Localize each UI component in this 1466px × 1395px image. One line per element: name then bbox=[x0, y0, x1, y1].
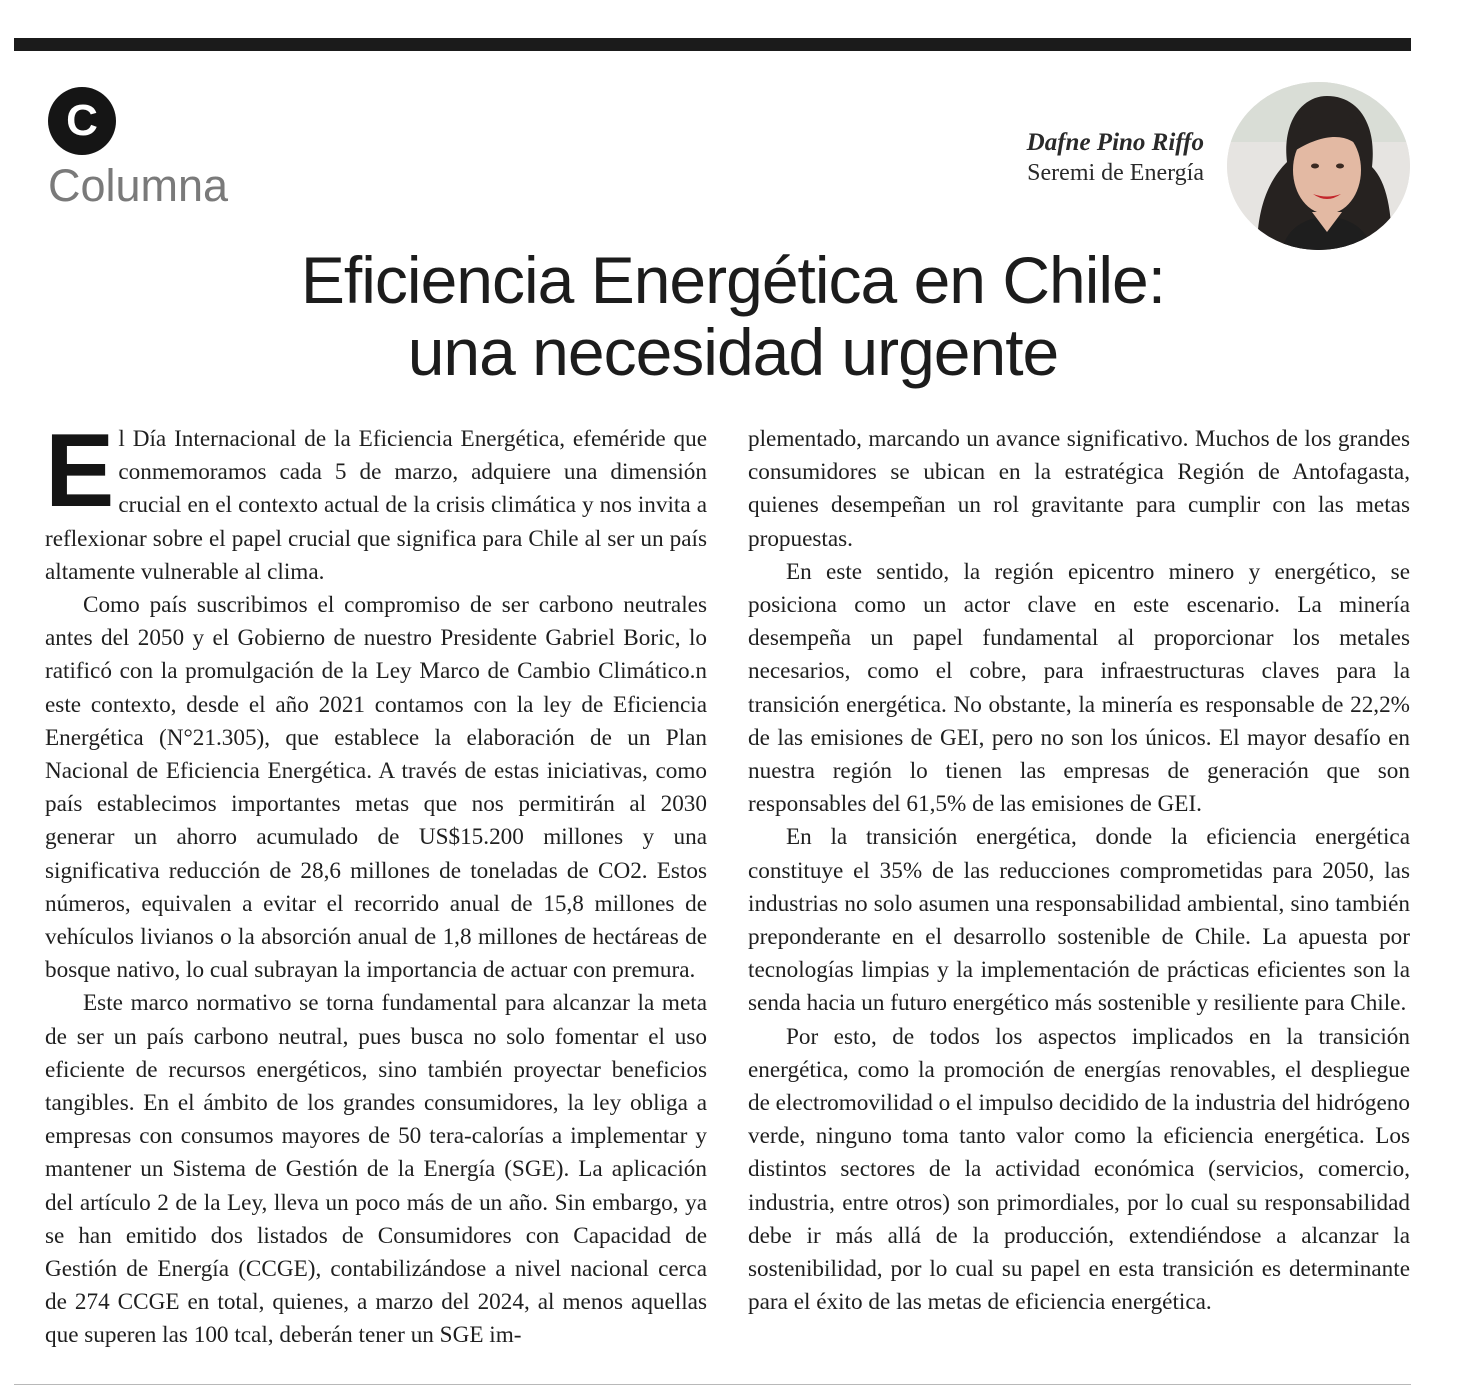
top-rule bbox=[14, 38, 1411, 51]
paragraph: En la transición energética, donde la eficiencia energética constituye el 35% de las reducciones comprometidas para 2050, las industrias no solo asumen una responsabilidad ambiental, sino también preponderante en el desarrollo sostenible de Chile. La apuesta por tecnologías limpias y la implementación de prácticas eficientes son la senda hacia un futuro energético más sostenible y resiliente para Chile. bbox=[748, 824, 1410, 1017]
section-label: Columna bbox=[48, 160, 229, 211]
author-role: Seremi de Energía bbox=[1027, 159, 1204, 186]
headline-line-1: Eficiencia Energética en Chile: bbox=[300, 243, 1166, 317]
paragraph: Por esto, de todos los aspectos implicados en la transición energética, como la promoción de energías renovables, el despliegue de electromovilidad o el impulso decidido de la industria del hidrógeno verde, ninguno toma tanto valor como la eficiencia energética. Los distintos sectores de la actividad económica (servicios, comercio, industria, entre otros) son primordiales, por lo cual su responsabilidad debe ir más allá de la producción, extendiéndose a alcanzar la sostenibilidad, por lo cual su papel en esta transición es determinante para el éxito de las metas de eficiencia energética. bbox=[748, 1023, 1410, 1316]
paragraph bbox=[45, 413, 707, 589]
paragraph: Este marco normativo se torna fundamental para alcanzar la meta de ser un país carbono neutral, pues busca no solo fomentar el uso eficiente de recursos energéticos, sino también proyectar beneficios tangibles. En el ámbito de los grandes consumidores, la ley obliga a empresas con consumos mayores de 50 tera-calorías a implementar y mantener un Sistema de Gestión de la Energía (SGE). La aplicación del artículo 2 de la Ley, lleva un poco más de un año. Sin embargo, ya se han emitido dos listados de Consumidores con Capacidad de Gestión de Energía (CCGE), contabilizándose a nivel nacional cerca de 274 CCGE en total, quienes, a marzo del 2024, al menos aquellas que superen las 100 tcal, deberán tener un SGE im- bbox=[45, 990, 707, 1349]
article-column-left bbox=[45, 413, 707, 1353]
paragraph: En este sentido, la región epicentro minero y energético, se posiciona como un actor clave en este escenario. La minería desempeña un papel fundamental al proporcionar los metales necesarios, como el cobre, para infraestructuras claves para la transición energética. No obstante, la minería es responsable de 22,2% de las emisiones de GEI, pero no son los únicos. El mayor desafío en nuestra región lo tienen las empresas de generación que son responsables del 61,5% de las emisiones de GEI. bbox=[748, 558, 1410, 818]
article-column-right bbox=[748, 423, 1410, 1319]
paragraph: Como país suscribimos el compromiso de ser carbono neutrales antes del 2050 y el Gobierno de nuestro Presidente Gabriel Boric, lo ratificó con la promulgación de la Ley Marco de Cambio Climático.n este contexto, desde el año 2021 contamos con la ley de Eficiencia Energética (N°21.305), que establece la elaboración de un Plan Nacional de Eficiencia Energética. A través de estas iniciativas, como país establecimos importantes metas que nos permitirán al 2030 generar un ahorro acumulado de US$15.200 millones y una significativa reducción de 28,6 millones de toneladas de CO2. Estos números, equivalen a evitar el recorrido anual de 15,8 millones de vehículos livianos o la absorción anual de 1,8 millones de hectáreas de bosque nativo, lo cual subrayan la importancia de actuar con premura. bbox=[45, 592, 707, 984]
drop-cap: E bbox=[45, 413, 115, 529]
article-headline bbox=[0, 244, 1466, 388]
paragraph-text: l Día Internacional de la Eficiencia Energética, efeméride que conmemoramos cada 5 de marzo, adquiere una dimensión crucial en el contexto actual de la crisis climática y nos invita a reflexionar sobre el papel crucial que significa para Chile al ser un país altamente vulnerable al clima. bbox=[45, 426, 707, 585]
author-name: Dafne Pino Riffo bbox=[1026, 129, 1204, 156]
headline-line-2: una necesidad urgente bbox=[407, 315, 1059, 389]
column-badge-icon bbox=[48, 87, 116, 155]
paragraph: plementado, marcando un avance significativo. Muchos de los grandes consumidores se ubican en la estratégica Región de Antofagasta, quienes desempeñan un rol gravitante para cumplir con las metas propuestas. bbox=[748, 426, 1410, 552]
author-portrait-icon bbox=[1227, 82, 1410, 250]
author-photo bbox=[1227, 82, 1410, 250]
badge-letter: C bbox=[66, 96, 98, 145]
author-byline bbox=[1027, 128, 1204, 188]
bottom-rule bbox=[14, 1384, 1411, 1385]
